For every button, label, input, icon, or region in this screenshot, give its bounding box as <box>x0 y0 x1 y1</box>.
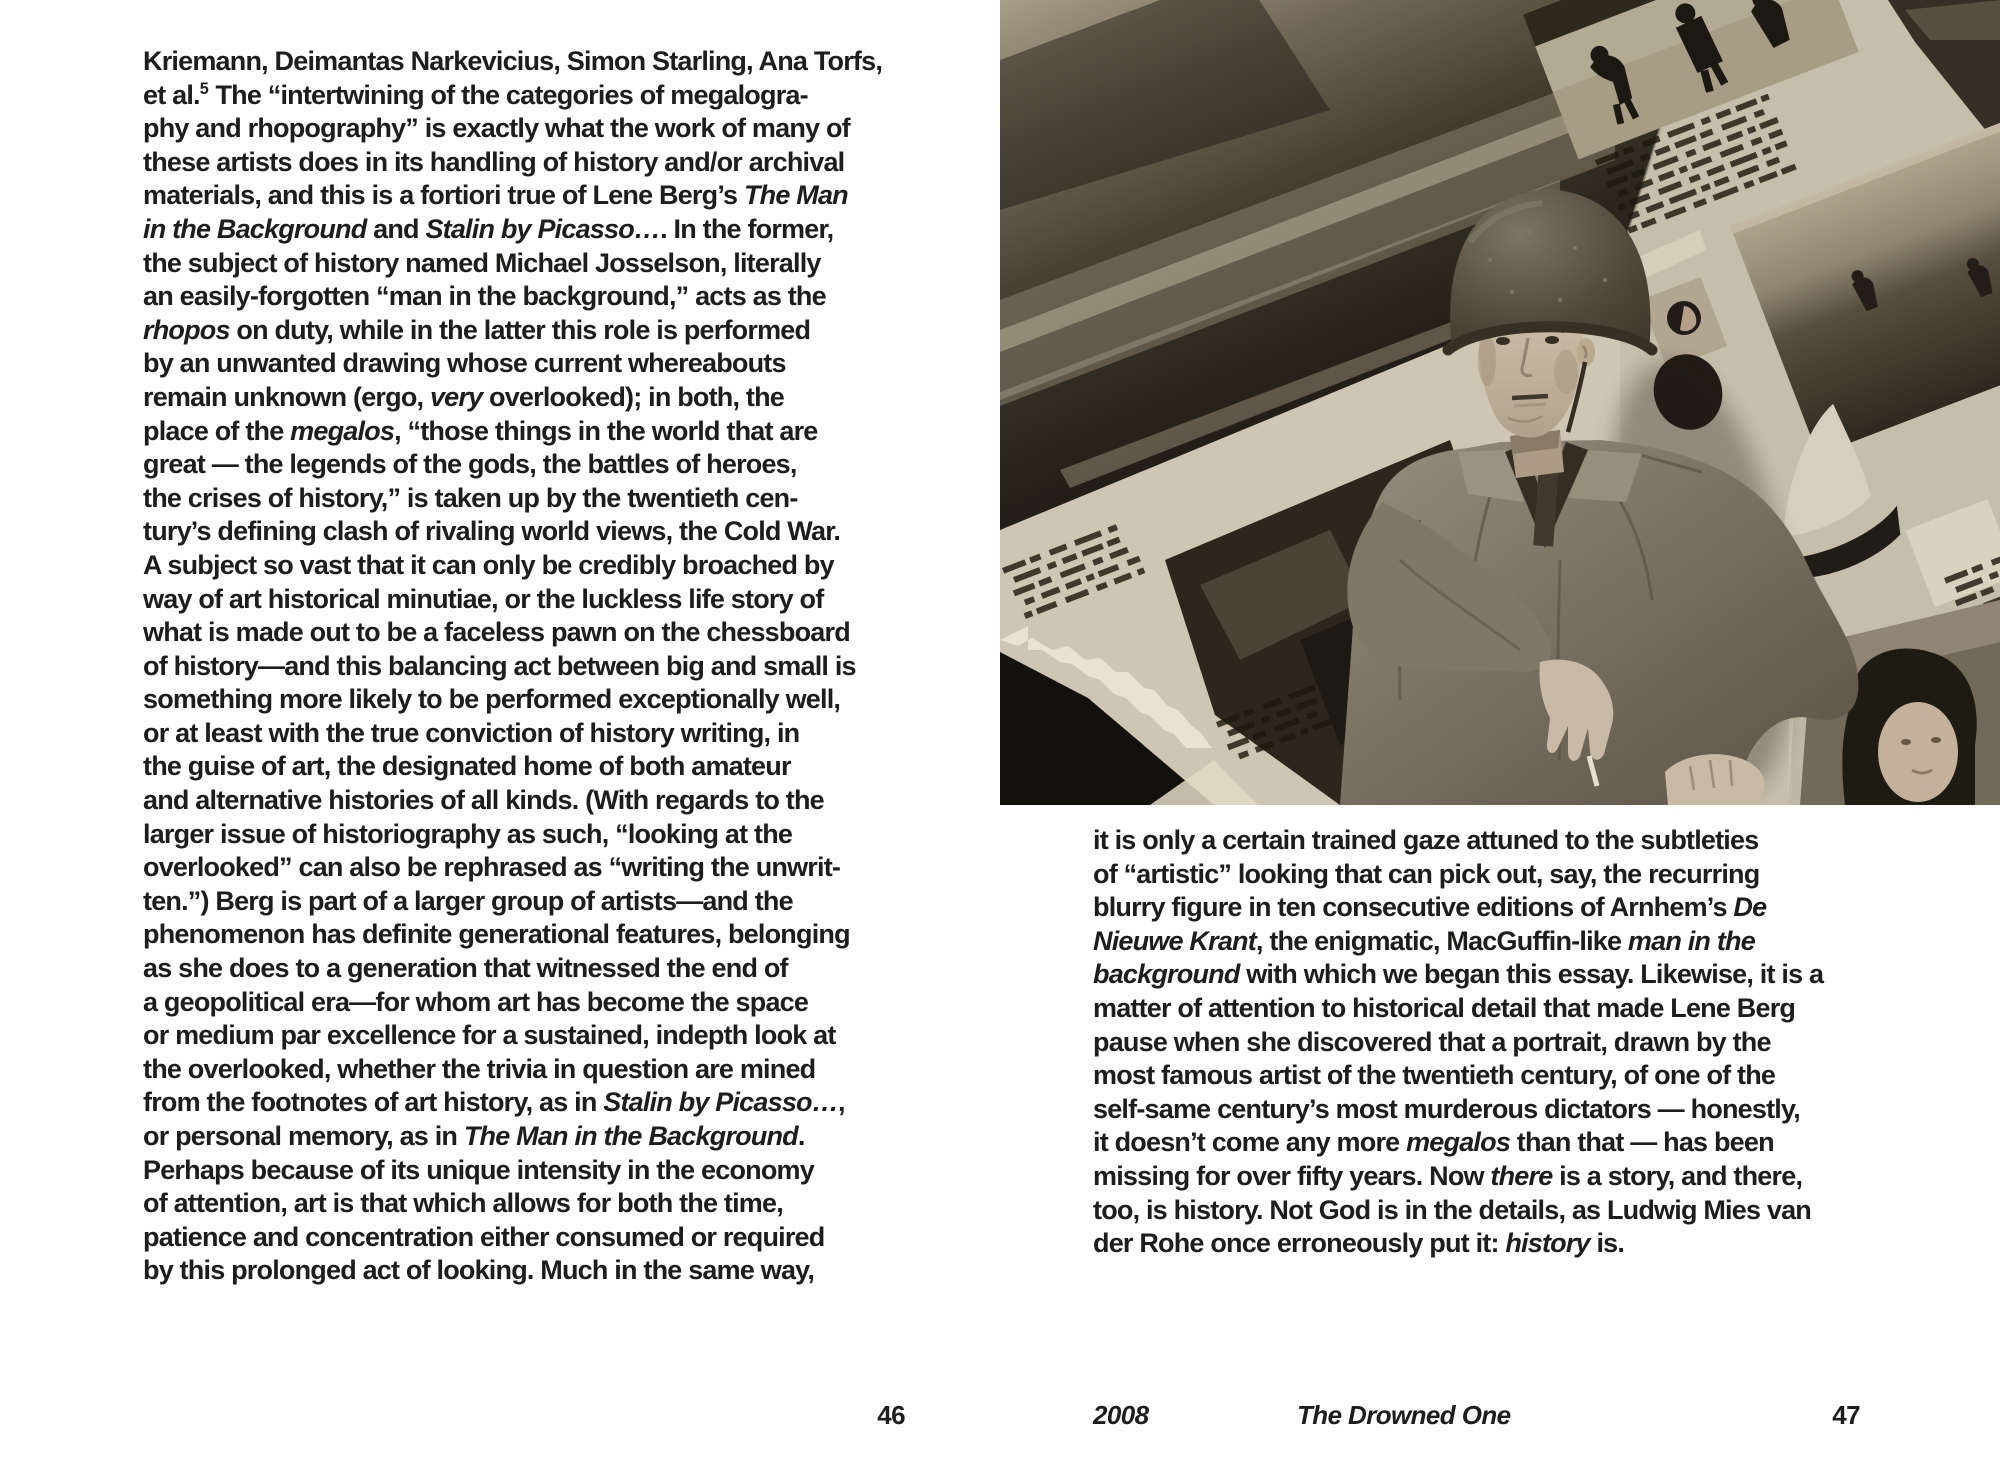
body-text-line: most famous artist of the twentieth century, of one of the <box>1093 1060 1776 1091</box>
body-text-line: the guise of art, the designated home of both amateur <box>143 751 791 782</box>
body-text-line: too, is history. Not God is in the details, as Ludwig Mies van <box>1093 1194 1812 1225</box>
body-text-line: Nieuwe Krant, the enigmatic, MacGuffin-like man in the <box>1093 925 1755 956</box>
body-text-line: larger issue of historiography as such, “looking at the <box>143 818 793 849</box>
footer-year: 2008 <box>1093 1400 1149 1430</box>
body-text-line: these artists does in its handling of history and/or archival <box>143 146 845 177</box>
body-text-line: from the footnotes of art history, as in Stalin by Picasso…, <box>143 1087 845 1118</box>
body-text-line: by this prolonged act of looking. Much in the same way, <box>143 1255 815 1286</box>
body-text-line: ten.”) Berg is part of a larger group of artists—and the <box>143 885 793 916</box>
body-text-line: place of the megalos, “those things in the world that are <box>143 415 818 446</box>
body-text-line: self-same century’s most murderous dictators — honestly, <box>1093 1093 1800 1124</box>
body-text-line: the subject of history named Michael Josselson, literally <box>143 247 821 278</box>
body-text-line: of “artistic” looking that can pick out, say, the recurring <box>1093 858 1760 889</box>
body-text-line: background with which we began this essay. Likewise, it is a <box>1093 959 1824 990</box>
body-text-line: something more likely to be performed exceptionally well, <box>143 684 841 715</box>
body-text-line: way of art historical minutiae, or the luckless life story of <box>143 583 824 614</box>
body-text-line: by an unwanted drawing whose current whereabouts <box>143 348 786 379</box>
body-text-line: Kriemann, Deimantas Narkevicius, Simon Starling, Ana Torfs, <box>143 46 883 76</box>
body-text-line: phy and rhopography” is exactly what the work of many of <box>143 113 850 144</box>
body-text-line: and alternative histories of all kinds. (With regards to the <box>143 785 824 816</box>
body-text-line: overlooked” can also be rephrased as “writing the unwrit- <box>143 852 841 883</box>
body-text-line: it doesn’t come any more megalos than that — has been <box>1093 1127 1774 1158</box>
body-text-line: matter of attention to historical detail that made Lene Berg <box>1093 992 1796 1023</box>
body-text-line: Perhaps because of its unique intensity in the economy <box>143 1154 814 1185</box>
body-text-line: or medium par excellence for a sustained, indepth look at <box>143 1020 836 1051</box>
footer-book-title: The Drowned One <box>1297 1400 1511 1430</box>
body-text-line: A subject so vast that it can only be credibly broached by <box>143 549 834 580</box>
page-number-right: 47 <box>1832 1400 1860 1430</box>
body-text-line: tury’s defining clash of rivaling world views, the Cold War. <box>143 516 841 547</box>
body-text-line: or personal memory, as in The Man in the Background. <box>143 1121 805 1151</box>
body-text-line: materials, and this is a fortiori true of Lene Berg’s The Man <box>143 180 848 211</box>
body-text-line: remain unknown (ergo, very overlooked); in both, the <box>143 381 784 412</box>
body-text-line: der Rohe once erroneously put it: history is. <box>1093 1228 1625 1259</box>
body-text-line: rhopos on duty, while in the latter this role is performed <box>143 314 811 345</box>
left-page-text-column <box>143 45 918 1288</box>
spread-photograph <box>1000 0 2000 805</box>
page-number-left: 46 <box>877 1400 905 1430</box>
body-text-line: it is only a certain trained gaze attuned to the subtleties <box>1093 825 1759 855</box>
body-text-line: missing for over fifty years. Now there is a story, and there, <box>1093 1160 1803 1191</box>
body-text-line: in the Background and Stalin by Picasso…. In the former, <box>143 213 834 244</box>
body-text-line: of history—and this balancing act between big and small is <box>143 650 856 681</box>
body-text-line: an easily-forgotten “man in the background,” acts as the <box>143 281 826 312</box>
body-text-line: as she does to a generation that witnessed the end of <box>143 953 788 984</box>
body-text-line: a geopolitical era—for whom art has become the space <box>143 986 809 1017</box>
body-text-line: or at least with the true conviction of history writing, in <box>143 717 800 748</box>
body-text-line: et al.$^5$ The “intertwining of the categories of megalogra- <box>143 79 808 110</box>
body-text-line: what is made out to be a faceless pawn on the chessboard <box>143 617 850 648</box>
body-text-line: phenomenon has definite generational features, belonging <box>143 919 850 950</box>
body-text-line: pause when she discovered that a portrait, drawn by the <box>1093 1026 1771 1057</box>
body-text-line: patience and concentration either consumed or required <box>143 1221 825 1252</box>
body-text-line: of attention, art is that which allows for both the time, <box>143 1188 783 1219</box>
right-page-text-column <box>1093 824 1878 1261</box>
soldier-newspaper-photo <box>1000 0 2000 805</box>
body-text-line: the crises of history,” is taken up by the twentieth cen- <box>143 482 798 513</box>
body-text-line: great — the legends of the gods, the battles of heroes, <box>143 449 797 480</box>
body-text-line: the overlooked, whether the trivia in question are mined <box>143 1053 816 1084</box>
body-text-line: blurry figure in ten consecutive editions of Arnhem’s De <box>1093 892 1767 923</box>
sepia-tint <box>1000 0 2000 805</box>
